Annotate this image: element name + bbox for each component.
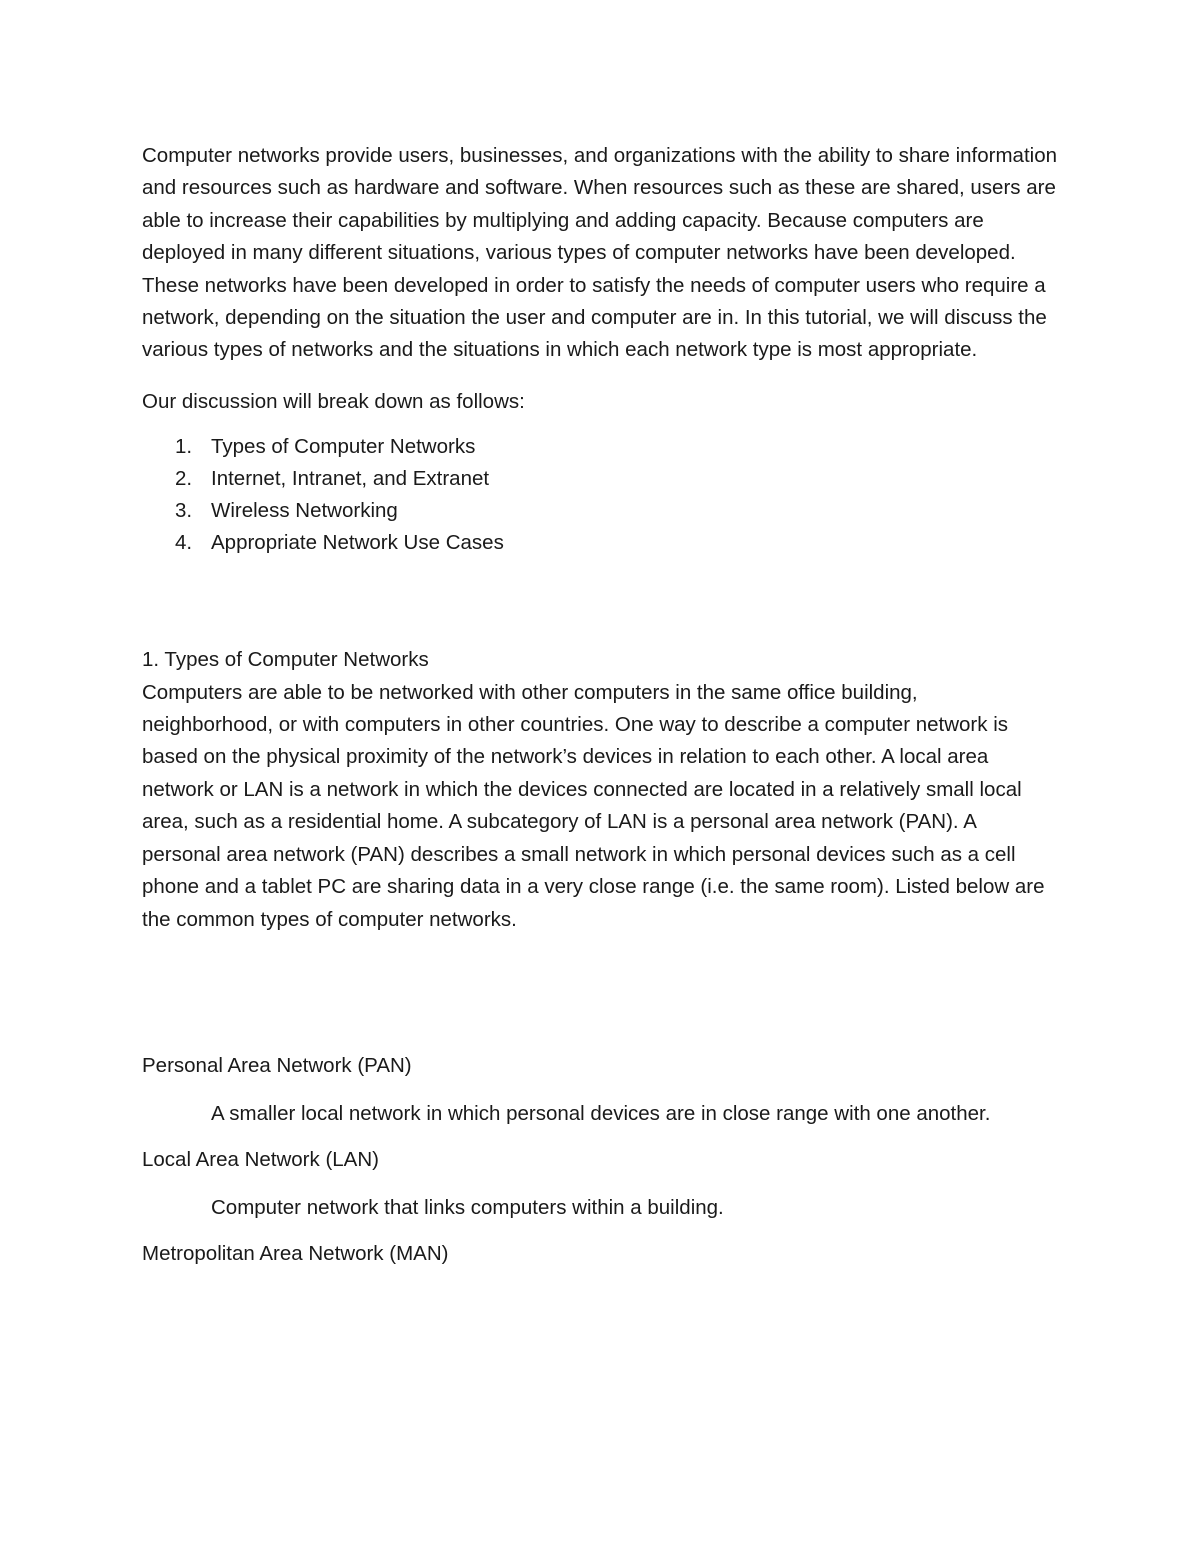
network-term-pan: Personal Area Network (PAN) [142, 1053, 412, 1077]
outline-item [142, 527, 1062, 559]
network-term-lan: Local Area Network (LAN) [142, 1147, 379, 1171]
network-definition-lan: Computer network that links computers within a building. [211, 1196, 724, 1220]
outline-lead: Our discussion will break down as follows: [142, 389, 525, 413]
outline-item [142, 495, 1062, 527]
outline-item-number: 2. [175, 467, 193, 491]
document-content [142, 140, 1062, 1270]
outline-item-number: 4. [175, 531, 193, 555]
outline-item-label: Internet, Intranet, and Extranet [211, 467, 490, 491]
intro-paragraph: Computer networks provide users, businesses, and organizations with the ability to share information and resources such as hardware and software. When resources such as these are shared, users are able to increase their capabilities by multiplying and adding capacity. Because computers are deployed in many different situations, various types of computer networks have been developed. These networks have been developed in order to satisfy the needs of computer users who require a network, depending on the situation the user and computer are in. In this tutorial, we will discuss the various types of networks and the situations in which each network type is most appropriate. [142, 144, 1057, 362]
outline-item [142, 431, 1062, 463]
outline-list [142, 431, 1062, 559]
network-term-man: Metropolitan Area Network (MAN) [142, 1241, 449, 1265]
section-heading: 1. Types of Computer Networks [142, 648, 429, 672]
network-definition-pan: A smaller local network in which personal devices are in close range with one another. [211, 1102, 991, 1126]
section-body: Computers are able to be networked with other computers in the same office building, neighborhood, or with computers in other countries. One way to describe a computer network is based on the physical proximity of the network’s devices in relation to each other. A local area network or LAN is a network in which the devices connected are located in a relatively small local area, such as a residential home. A subcategory of LAN is a personal area network (PAN). A personal area network (PAN) describes a small network in which personal devices such as a cell phone and a tablet PC are sharing data in a very close range (i.e. the same room). Listed below are the common types of computer networks. [142, 680, 1045, 931]
outline-item-label: Appropriate Network Use Cases [211, 531, 504, 555]
outline-item-label: Wireless Networking [211, 499, 398, 523]
outline-item-number: 3. [175, 499, 193, 523]
outline-item [142, 463, 1062, 495]
outline-item-number: 1. [175, 435, 193, 459]
outline-item-label: Types of Computer Networks [211, 435, 476, 459]
